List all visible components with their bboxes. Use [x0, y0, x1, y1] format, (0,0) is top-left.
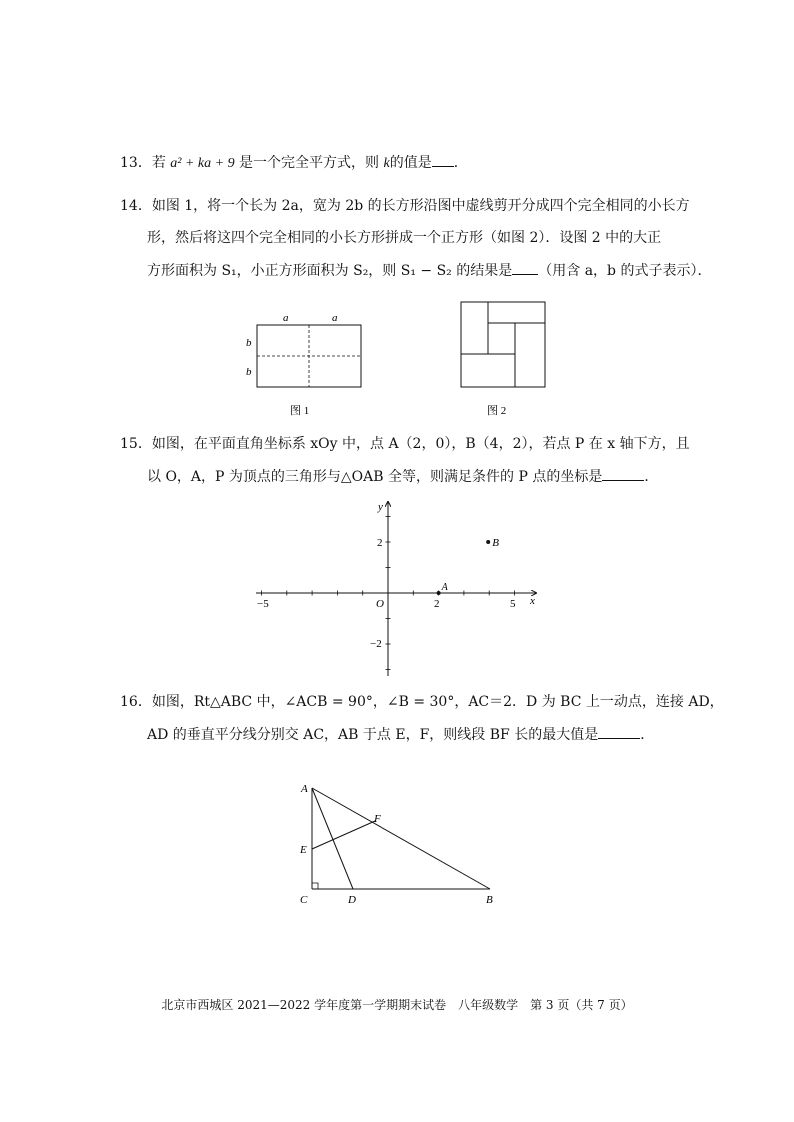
vertex-a-label: A — [301, 783, 308, 795]
q15-line-2-tail: ． — [644, 469, 659, 485]
q13-k: k — [383, 156, 390, 171]
q14-answer-blank[interactable] — [512, 260, 538, 275]
y-axis-label: y — [378, 501, 383, 513]
question-15-line-2 — [147, 466, 658, 487]
point-d-label: D — [348, 894, 356, 906]
point-a — [437, 591, 441, 595]
q16-answer-blank[interactable] — [598, 724, 640, 739]
question-14-line-1: 14．如图 1，将一个长为 2a，宽为 2b 的长方形沿图中虚线剪开分成四个完全相同的小长方 — [120, 198, 690, 214]
point-f-label: F — [374, 813, 381, 825]
point-a-label: A — [441, 582, 448, 593]
figure-1 — [240, 306, 370, 418]
q13-post: 是一个完全平方式，则 — [239, 155, 380, 171]
fig2-outer-square — [461, 302, 545, 387]
q16-line-2-tail: ． — [640, 727, 655, 743]
tick-label-x-2: 2 — [434, 598, 440, 610]
tick-label-x-5: 5 — [510, 598, 516, 610]
q15-answer-blank[interactable] — [602, 466, 644, 481]
fig1-caption: 图 1 — [290, 405, 310, 417]
page-footer: 北京市西城区 2021—2022 学年度第一学期期末试卷 八年级数学 第 3 页（共 7 页） — [161, 998, 633, 1012]
question-16-line-2 — [147, 724, 654, 745]
x-axis-label: x — [530, 595, 535, 607]
q13-number: 13． — [120, 155, 152, 171]
q16-line-2-text: AD 的垂直平分线分别交 AC，AB 于点 E，F，则线段 BF 长的最大值是 — [147, 727, 599, 743]
question-14-line-2: 形，然后将这四个完全相同的小长方形拼成一个正方形（如图 2）．设图 2 中的大正 — [147, 230, 662, 246]
side-ab — [312, 788, 490, 889]
q13-end: ． — [453, 155, 468, 171]
q13-answer-blank[interactable] — [432, 152, 454, 167]
question-14-line-3 — [147, 260, 711, 281]
q14-line-3-tail: （用含 a，b 的式子表示）． — [538, 263, 712, 279]
tick-label-y-2: 2 — [377, 537, 383, 549]
fig1-label-a-right: a — [332, 312, 338, 324]
right-angle-mark — [312, 883, 318, 889]
coordinate-graph — [250, 496, 550, 680]
point-b-label: B — [492, 537, 499, 549]
vertex-c-label: C — [300, 894, 308, 906]
triangle-figure — [290, 778, 510, 910]
q13-pre: 若 — [151, 155, 166, 171]
fig2-caption: 图 2 — [487, 405, 507, 417]
vertex-b-label: B — [486, 894, 493, 906]
segment-ef — [312, 821, 375, 849]
segment-ad — [312, 788, 353, 889]
fig1-label-a-left: a — [283, 312, 289, 324]
q13-expression: a² + ka + 9 — [170, 156, 235, 171]
q15-line-2-text: 以 O，A，P 为顶点的三角形与△OAB 全等，则满足条件的 P 点的坐标是 — [147, 469, 603, 485]
question-16-line-1: 16．如图，Rt△ABC 中，∠ACB = 90°，∠B = 30°，AC＝2．D 为 BC 上一动点，连接 AD， — [120, 694, 724, 710]
point-e-label: E — [300, 844, 307, 856]
q14-line-3-text: 方形面积为 S₁，小正方形面积为 S₂，则 S₁ − S₂ 的结果是 — [147, 263, 513, 279]
q13-tail: 的值是 — [389, 155, 432, 171]
tick-label-y-neg2: −2 — [370, 638, 382, 650]
fig1-label-b-top: b — [246, 337, 252, 349]
tick-label-x-neg5: −5 — [257, 598, 269, 610]
figure-2 — [456, 300, 552, 418]
fig1-label-b-bottom: b — [246, 366, 252, 378]
origin-label: O — [376, 598, 384, 610]
point-b — [486, 540, 490, 544]
question-15-line-1: 15．如图，在平面直角坐标系 xOy 中，点 A（2，0），B（4，2），若点 P 在 x 轴下方，且 — [120, 436, 690, 452]
fig2-inner-square — [488, 323, 515, 354]
question-13 — [120, 152, 468, 174]
